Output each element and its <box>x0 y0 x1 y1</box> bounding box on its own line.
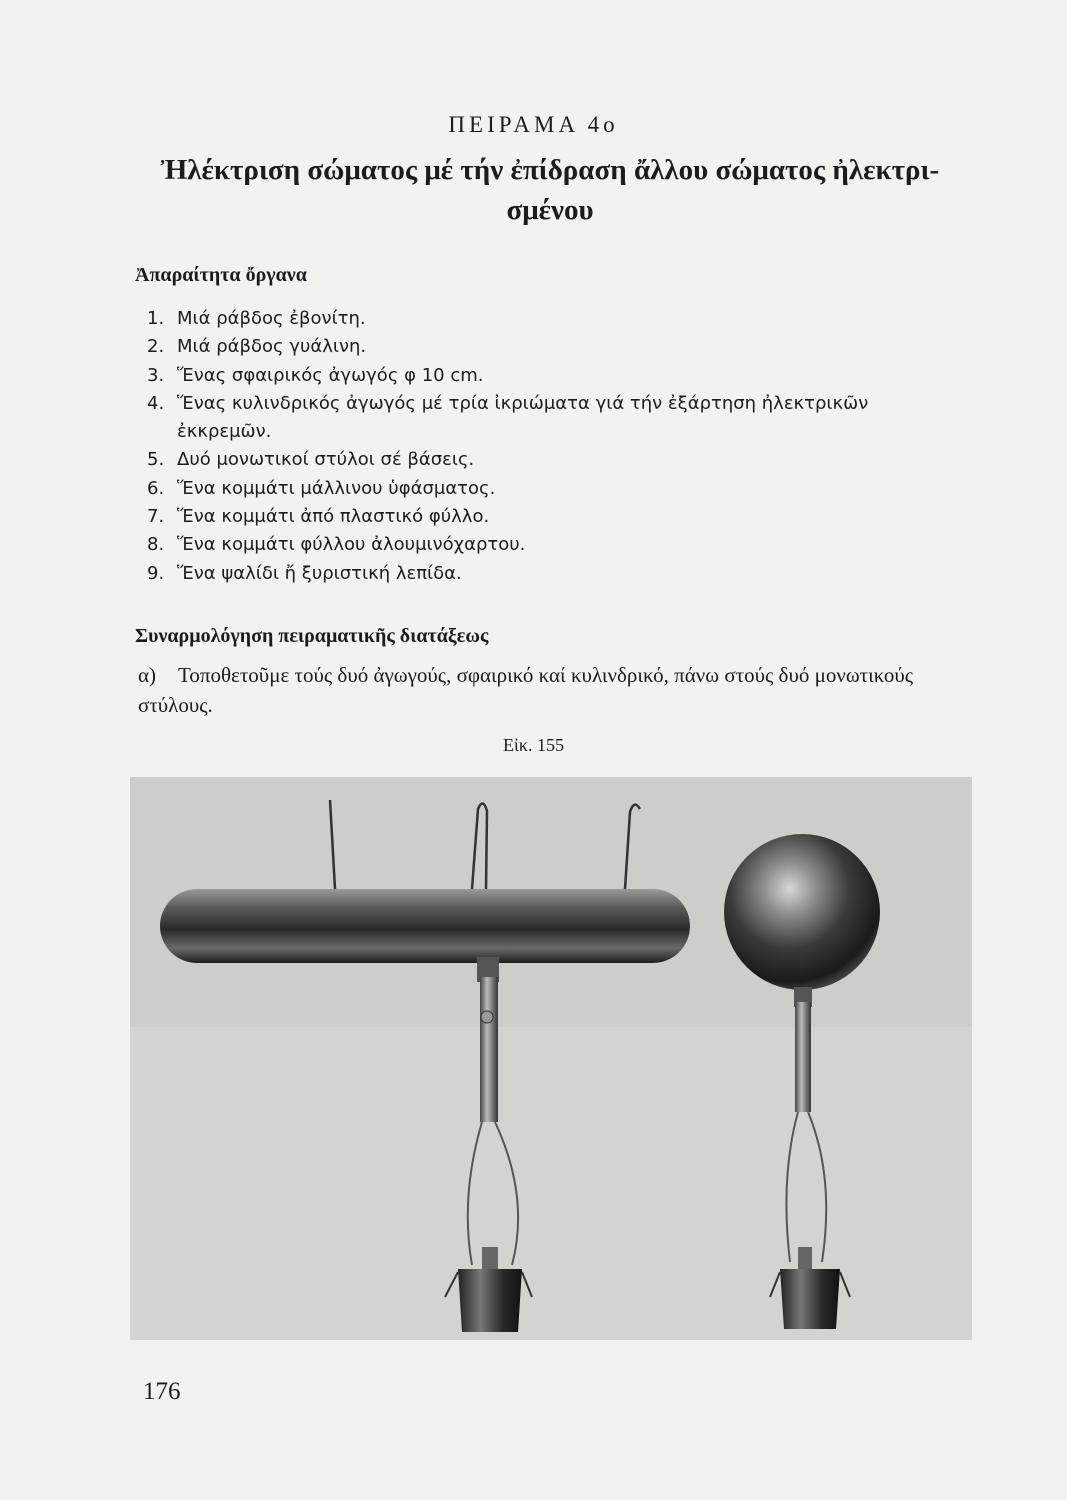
tools-heading: Ἀπαραίτητα ὄργανα <box>135 264 307 286</box>
list-item: 9. Ἕνα ψαλίδι ἤ ξυριστική λεπίδα. <box>147 562 462 584</box>
assembly-heading: Συναρμολόγηση πειραματικῆς διατάξεως <box>135 625 489 647</box>
list-item: 3. Ἕνας σφαιρικός ἀγωγός φ 10 cm. <box>147 364 484 386</box>
page-number: 176 <box>143 1378 181 1405</box>
tools-list <box>147 305 967 588</box>
spherical-conductor <box>724 834 880 990</box>
list-item: 4. Ἕνας κυλινδρικός ἀγωγός μέ τρία ἰκριώματα γιά τήν ἐξάρτηση ἠλεκτρικῶν ἐκκρεμῶν. <box>147 392 869 443</box>
list-item: 2. Μιά ράβδος γυάλινη. <box>147 336 367 358</box>
list-item: 8. Ἕνα κομμάτι φύλλου ἀλουμινόχαρτου. <box>147 534 526 556</box>
list-item: 1. Μιά ράβδος ἐβονίτη. <box>147 308 366 329</box>
apparatus-photo <box>130 777 972 1340</box>
list-item: 5. Δυό μονωτικοί στύλοι σέ βάσεις. <box>147 449 475 471</box>
list-item: 7. Ἕνα κομμάτι ἀπό πλαστικό φύλλο. <box>147 506 490 528</box>
figure-caption: Εἰκ. 155 <box>503 735 564 755</box>
assembly-step <box>138 660 968 720</box>
list-item: 6. Ἕνα κομμάτι μάλλινου ὑφάσματος. <box>147 477 496 499</box>
step-text: Τοποθετοῦμε τούς δυό ἀγωγούς, σφαιρικό καί κυλινδρικό, πάνω στούς δυό μονωτικούς στύλους. <box>138 663 914 717</box>
experiment-heading: ΠΕΙΡΑΜΑ 4ο <box>448 112 619 137</box>
step-label: α) <box>138 663 156 687</box>
experiment-title: Ἠλέκτριση σώματος μέ τήν ἐπίδραση ἄλλου σώματος ἠλεκτρι- σμένου <box>160 154 940 226</box>
